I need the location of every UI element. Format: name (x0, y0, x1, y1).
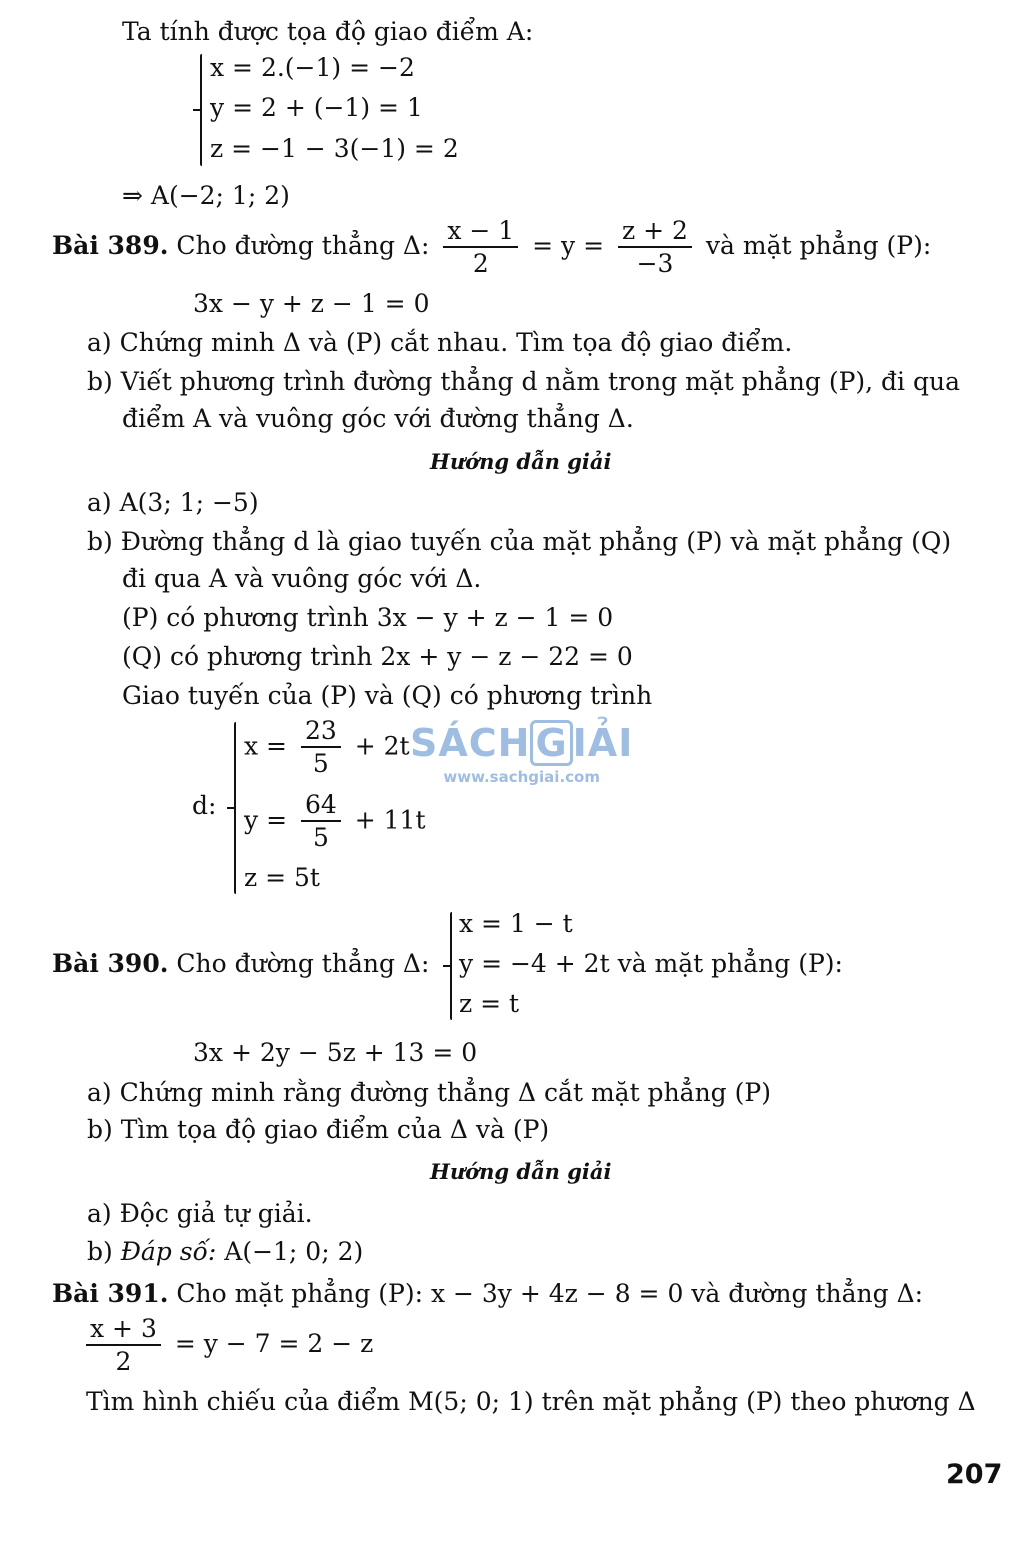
b389-question-b-1: b) Viết phương trình đường thẳng d nằm trong mặt phẳng (P), đi qua (87, 367, 960, 396)
b391-frac-num: x + 3 (86, 1314, 161, 1346)
b389-intersection-text: Giao tuyến của (P) và (Q) có phương trình (122, 681, 653, 710)
b389-d-label: d: (192, 791, 217, 820)
intro-brace-tip (193, 109, 201, 111)
watermark-logo (410, 720, 633, 766)
b391-lead: Cho mặt phẳng (P): x − 3y + 4z − 8 = 0 và đường thẳng Δ: (176, 1279, 924, 1308)
b390-answer-b-label: Đáp số: (120, 1237, 217, 1266)
b390-eq-y: y = −4 + 2t (459, 949, 610, 978)
b389-plane: 3x − y + z − 1 = 0 (193, 289, 430, 318)
b389-lead: Cho đường thẳng Δ: (176, 231, 430, 260)
b390-label: Bài 390. (52, 949, 169, 978)
b390-answer-b-value: A(−1; 0; 2) (216, 1237, 364, 1266)
b389-tail: và mặt phẳng (P): (705, 231, 932, 260)
b389-question-a: a) Chứng minh Δ và (P) cắt nhau. Tìm tọa độ giao điểm. (87, 328, 793, 357)
b389-d-x-post: + 2t (354, 731, 410, 761)
b389-d-x-den: 5 (312, 749, 329, 778)
b389-plane-q: (Q) có phương trình 2x + y − z − 22 = 0 (122, 642, 633, 671)
b389-d-y-num: 64 (301, 790, 341, 822)
b390-eq-y-line (459, 948, 843, 980)
b389-d-x-frac (301, 716, 341, 780)
b390-brace-tip (443, 965, 451, 967)
b390-lead: Cho đường thẳng Δ: (176, 949, 430, 978)
b389-d-z: z = 5t (244, 863, 320, 892)
b389-d-brace-tip (227, 807, 235, 809)
b389-d-x (244, 716, 410, 780)
b389-answer-a: a) A(3; 1; −5) (87, 488, 259, 517)
b389-guide-heading: Hướng dẫn giải (430, 449, 612, 474)
watermark-logo-b: G (530, 720, 572, 766)
b391-line-eq (86, 1312, 373, 1378)
b390-answer-b-pre: b) (87, 1237, 121, 1266)
b389-d-y-den: 5 (312, 823, 329, 852)
b390-plane: 3x + 2y − 5z + 13 = 0 (193, 1038, 478, 1067)
intro-eq-x: x = 2.(−1) = −2 (210, 53, 415, 82)
b391-frac (86, 1314, 161, 1378)
b389-d-y-pre: y = (244, 805, 288, 835)
watermark-url: www.sachgiai.com (443, 768, 600, 786)
b391-label: Bài 391. (52, 1279, 169, 1308)
watermark-logo-c: IẢI (572, 721, 634, 765)
b389-frac-1 (443, 216, 518, 280)
b390-eq-z: z = t (459, 989, 520, 1018)
b389-frac-2 (618, 216, 692, 280)
b390-answer-b (87, 1236, 363, 1268)
b389-plane-p: (P) có phương trình 3x − y + z − 1 = 0 (122, 603, 614, 632)
b391-frac-den: 2 (115, 1346, 132, 1376)
b389-d-y-post: + 11t (354, 805, 426, 835)
b390-question-b: b) Tìm tọa độ giao điểm của Δ và (P) (87, 1115, 550, 1144)
intro-eq-y: y = 2 + (−1) = 1 (210, 93, 423, 122)
b389-answer-b-1: b) Đường thẳng d là giao tuyến của mặt phẳng (P) và mặt phẳng (Q) (87, 527, 952, 556)
b389-d-y-frac (301, 790, 341, 854)
intro-result: ⇒ A(−2; 1; 2) (122, 181, 290, 210)
b389-d-x-num: 23 (301, 716, 341, 748)
intro-text: Ta tính được tọa độ giao điểm A: (122, 17, 534, 46)
b390-heading (52, 948, 429, 980)
b390-guide-heading: Hướng dẫn giải (430, 1159, 612, 1184)
watermark-logo-a: SÁCH (410, 721, 531, 765)
b389-frac-2-num: z + 2 (618, 216, 692, 248)
b390-question-a: a) Chứng minh rằng đường thẳng Δ cắt mặt phẳng (P) (87, 1078, 771, 1107)
b389-question-b-2: điểm A và vuông góc với đường thẳng Δ. (122, 404, 634, 433)
b390-tail: và mặt phẳng (P): (617, 949, 843, 978)
b390-answer-a: a) Độc giả tự giải. (87, 1199, 313, 1228)
b389-frac-2-den: −3 (636, 248, 674, 278)
b391-heading (52, 1278, 923, 1310)
b391-rest: = y − 7 = 2 − z (174, 1329, 374, 1358)
b389-mid: = y = (532, 231, 605, 260)
intro-eq-z: z = −1 − 3(−1) = 2 (210, 134, 459, 163)
page-number: 207 (946, 1459, 1003, 1490)
b389-d-x-pre: x = (244, 731, 287, 761)
b389-heading (52, 214, 931, 280)
b389-frac-1-den: 2 (472, 248, 489, 278)
b391-task: Tìm hình chiếu của điểm M(5; 0; 1) trên mặt phẳng (P) theo phương Δ (86, 1387, 976, 1416)
sachgiai-watermark (410, 720, 633, 786)
b390-eq-x: x = 1 − t (459, 909, 573, 938)
b389-answer-b-2: đi qua A và vuông góc với Δ. (122, 564, 482, 593)
b389-label: Bài 389. (52, 231, 169, 260)
b389-d-y (244, 790, 426, 854)
b389-frac-1-num: x − 1 (443, 216, 518, 248)
